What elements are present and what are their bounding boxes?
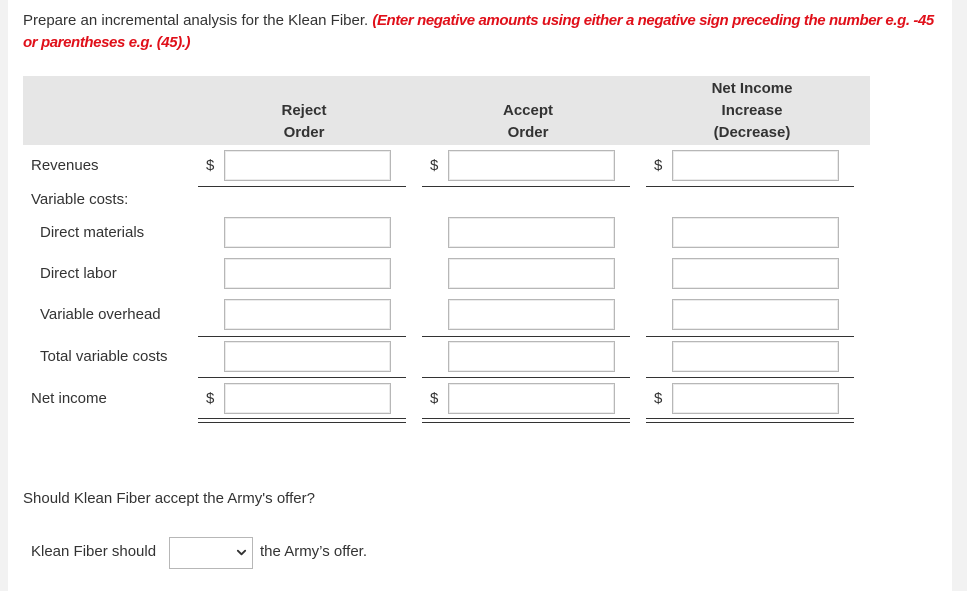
- underline: [198, 377, 406, 378]
- answer-prefix: Klean Fiber should: [31, 543, 157, 560]
- currency-symbol: $: [206, 390, 215, 407]
- column-header-line: Order: [283, 124, 325, 141]
- row-label-variable-costs: Variable costs:: [31, 191, 129, 208]
- instructions-emphasis: (Enter negative amounts using either a negative sign preceding the number e.g. -45 or parentheses e.g. (45).): [23, 12, 934, 51]
- direct-materials-net-income-input[interactable]: [672, 217, 839, 248]
- direct-labor-net-income-input[interactable]: [672, 258, 839, 289]
- answer-suffix: the Army’s offer.: [260, 543, 367, 560]
- direct-labor-reject-input[interactable]: [224, 258, 391, 289]
- column-header-line: Increase: [721, 102, 783, 119]
- net-income-accept-input[interactable]: [448, 383, 615, 414]
- direct-materials-accept-input[interactable]: [448, 217, 615, 248]
- direct-labor-accept-input[interactable]: [448, 258, 615, 289]
- underline: [646, 377, 854, 378]
- column-header-line: (Decrease): [713, 124, 791, 141]
- revenues-net-income-input[interactable]: [672, 150, 839, 181]
- underline: [422, 377, 630, 378]
- currency-symbol: $: [430, 157, 439, 174]
- total-variable-costs-accept-input[interactable]: [448, 341, 615, 372]
- total-variable-costs-reject-input[interactable]: [224, 341, 391, 372]
- revenues-accept-input[interactable]: [448, 150, 615, 181]
- column-header-line: Net Income: [711, 80, 793, 97]
- variable-overhead-net-income-input[interactable]: [672, 299, 839, 330]
- instructions-text: Prepare an incremental analysis for the Klean Fiber.: [23, 12, 373, 29]
- row-label-net-income: Net income: [31, 390, 107, 407]
- row-label-total-variable-costs: Total variable costs: [40, 348, 168, 365]
- net-income-reject-input[interactable]: [224, 383, 391, 414]
- row-label-direct-labor: Direct labor: [40, 265, 117, 282]
- underline: [422, 186, 630, 187]
- row-label-direct-materials: Direct materials: [40, 224, 145, 241]
- decision-question: Should Klean Fiber accept the Army's offer?: [23, 490, 315, 507]
- currency-symbol: $: [654, 157, 663, 174]
- currency-symbol: $: [654, 390, 663, 407]
- variable-overhead-reject-input[interactable]: [224, 299, 391, 330]
- total-variable-costs-net-income-input[interactable]: [672, 341, 839, 372]
- question-panel: [8, 0, 952, 591]
- underline: [198, 336, 406, 337]
- column-header-accept-order: [448, 100, 608, 144]
- column-header-line: Reject: [281, 102, 327, 119]
- variable-overhead-accept-input[interactable]: [448, 299, 615, 330]
- double-underline: [646, 418, 854, 423]
- underline: [646, 186, 854, 187]
- underline: [198, 186, 406, 187]
- chevron-down-icon: [236, 547, 247, 558]
- column-header-reject-order: [224, 100, 384, 144]
- underline: [646, 336, 854, 337]
- row-label-revenues: Revenues: [31, 157, 99, 174]
- column-header-line: Order: [507, 124, 549, 141]
- net-income-net-income-input[interactable]: [672, 383, 839, 414]
- direct-materials-reject-input[interactable]: [224, 217, 391, 248]
- decision-dropdown[interactable]: [169, 537, 253, 569]
- double-underline: [422, 418, 630, 423]
- column-header-line: Accept: [502, 102, 554, 119]
- double-underline: [198, 418, 406, 423]
- currency-symbol: $: [430, 390, 439, 407]
- currency-symbol: $: [206, 157, 215, 174]
- revenues-reject-input[interactable]: [224, 150, 391, 181]
- underline: [422, 336, 630, 337]
- column-header-net-income: [672, 78, 832, 144]
- row-label-variable-overhead: Variable overhead: [40, 306, 161, 323]
- instructions: [23, 10, 948, 54]
